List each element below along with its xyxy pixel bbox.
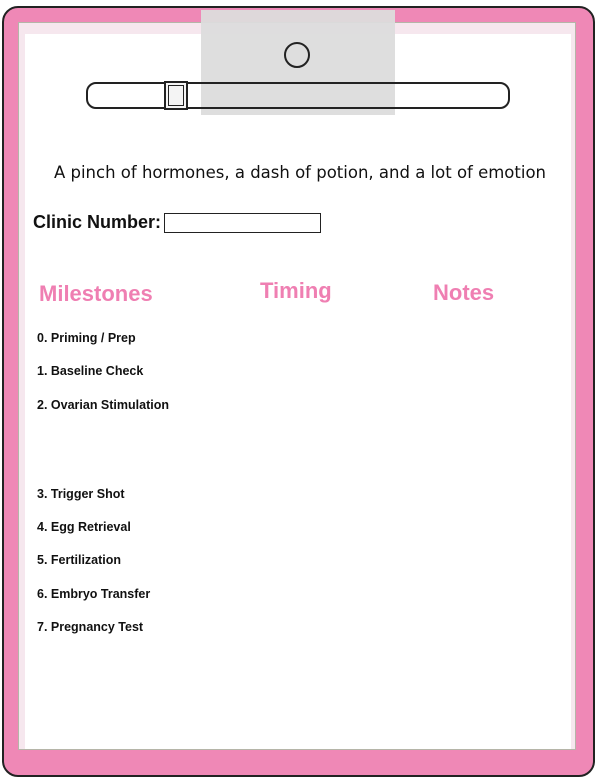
paper-sheet: [25, 34, 571, 749]
progress-track[interactable]: [86, 82, 510, 109]
milestone-item: 1. Baseline Check: [37, 364, 144, 378]
clinic-number-label: Clinic Number:: [33, 212, 162, 232]
milestone-item: 7. Pregnancy Test: [37, 620, 144, 634]
milestone-item: 5. Fertilization: [37, 553, 122, 567]
notes-heading: Notes: [433, 280, 495, 305]
tagline: A pinch of hormones, a dash of potion, and a lot of emotion: [53, 163, 547, 182]
milestone-item: 2. Ovarian Stimulation: [37, 398, 169, 412]
slider-handle[interactable]: [164, 81, 188, 110]
milestone-item: 3. Trigger Shot: [37, 487, 125, 501]
milestone-item: 0. Priming / Prep: [37, 331, 136, 345]
milestone-item: 4. Egg Retrieval: [37, 520, 131, 534]
milestone-item: 6. Embryo Transfer: [37, 587, 151, 601]
timing-heading: Timing: [260, 278, 332, 303]
milestones-heading: Milestones: [39, 281, 153, 306]
clinic-number-input[interactable]: [164, 213, 321, 233]
clip-hole-icon: [284, 42, 310, 68]
